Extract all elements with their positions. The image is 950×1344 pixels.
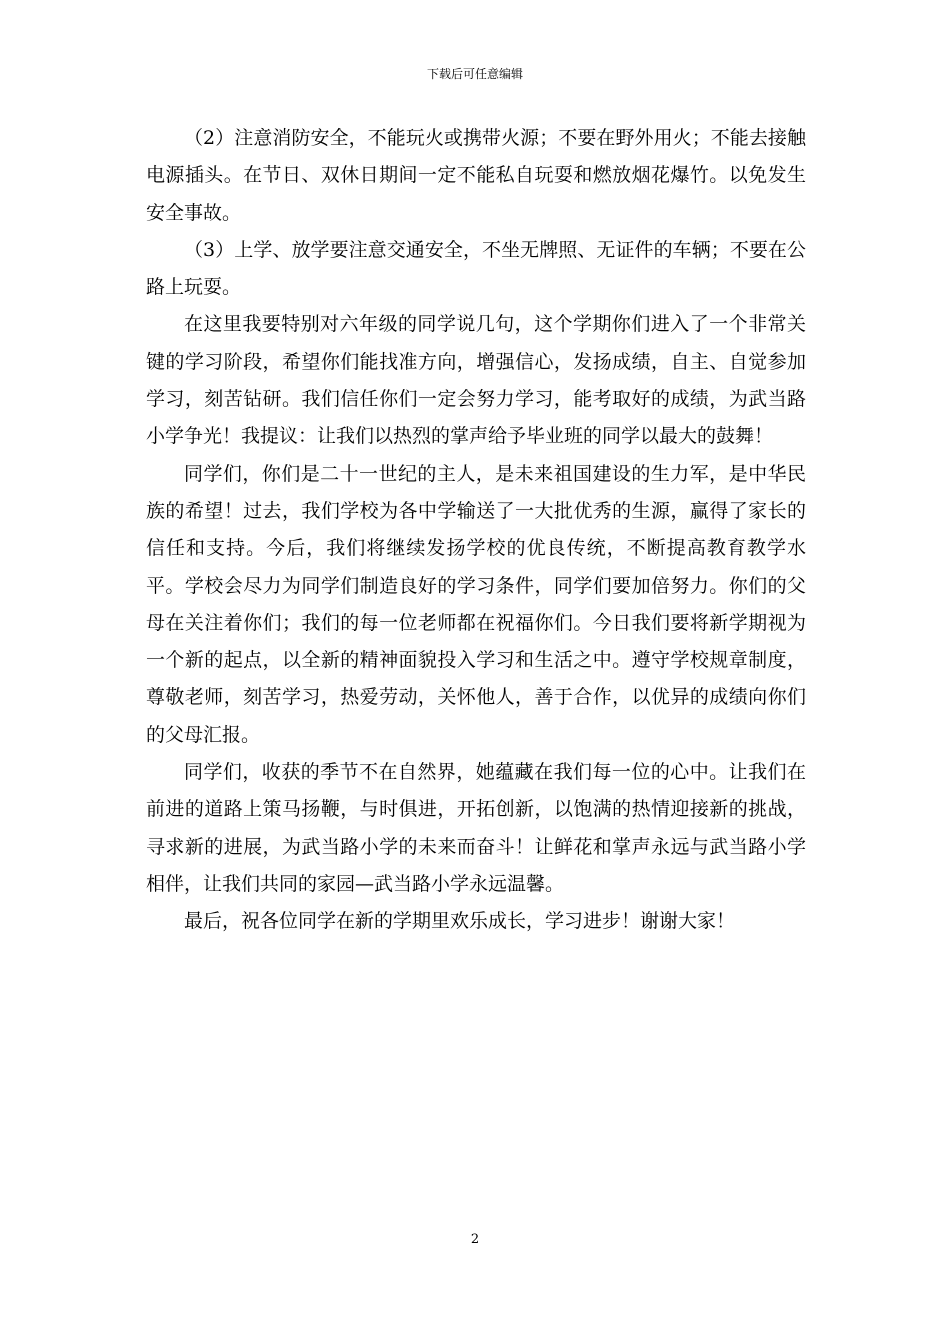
page-number: 2 bbox=[470, 1232, 480, 1247]
document-body bbox=[146, 120, 806, 941]
paragraph-traffic-safety: （3）上学、放学要注意交通安全，不坐无牌照、无证件的车辆；不要在公路上玩耍。 bbox=[146, 238, 806, 299]
paragraph-closing: 最后，祝各位同学在新的学期里欢乐成长，学习进步！谢谢大家！ bbox=[184, 910, 736, 933]
paragraph-fire-safety: （2）注意消防安全，不能玩火或携带火源；不要在野外用火；不能去接触电源插头。在节日、双休日期间一定不能私自玩耍和燃放烟花爆竹。以免发生安全事故。 bbox=[146, 127, 806, 224]
paragraph-sixth-grade: 在这里我要特别对六年级的同学说几句，这个学期你们进入了一个非常关键的学习阶段，希望你们能找准方向，增强信心，发扬成绩，自主、自觉参加学习，刻苦钻研。我们信任你们一定会努力学习，能考取好的成绩，为武当路小学争光！我提议：让我们以热烈的掌声给予毕业班的同学以最大的鼓舞！ bbox=[146, 313, 806, 448]
page-header: 下载后可任意编辑 bbox=[426, 67, 523, 81]
paragraph-harvest-season: 同学们，收获的季节不在自然界，她蕴藏在我们每一位的心中。让我们在前进的道路上策马扬鞭，与时俱进，开拓创新，以饱满的热情迎接新的挑战，寻求新的进展，为武当路小学的未来而奋斗！让鲜花和掌声永远与武当路小学相伴，让我们共同的家园—武当路小学永远温馨。 bbox=[146, 761, 806, 895]
paragraph-students-future: 同学们，你们是二十一世纪的主人，是未来祖国建设的生力军，是中华民族的希望！过去，我们学校为各中学输送了一大批优秀的生源，赢得了家长的信任和支持。今后，我们将继续发扬学校的优良传统，不断提高教育教学水平。学校会尽力为同学们制造良好的学习条件，同学们要加倍努力。你们的父母在关注着你们；我们的每一位老师都在祝福你们。今日我们要将新学期视为一个新的起点，以全新的精神面貌投入学习和生活之中。遵守学校规章制度，尊敬老师，刻苦学习，热爱劳动，关怀他人，善于合作，以优异的成绩向你们的父母汇报。 bbox=[146, 462, 806, 746]
